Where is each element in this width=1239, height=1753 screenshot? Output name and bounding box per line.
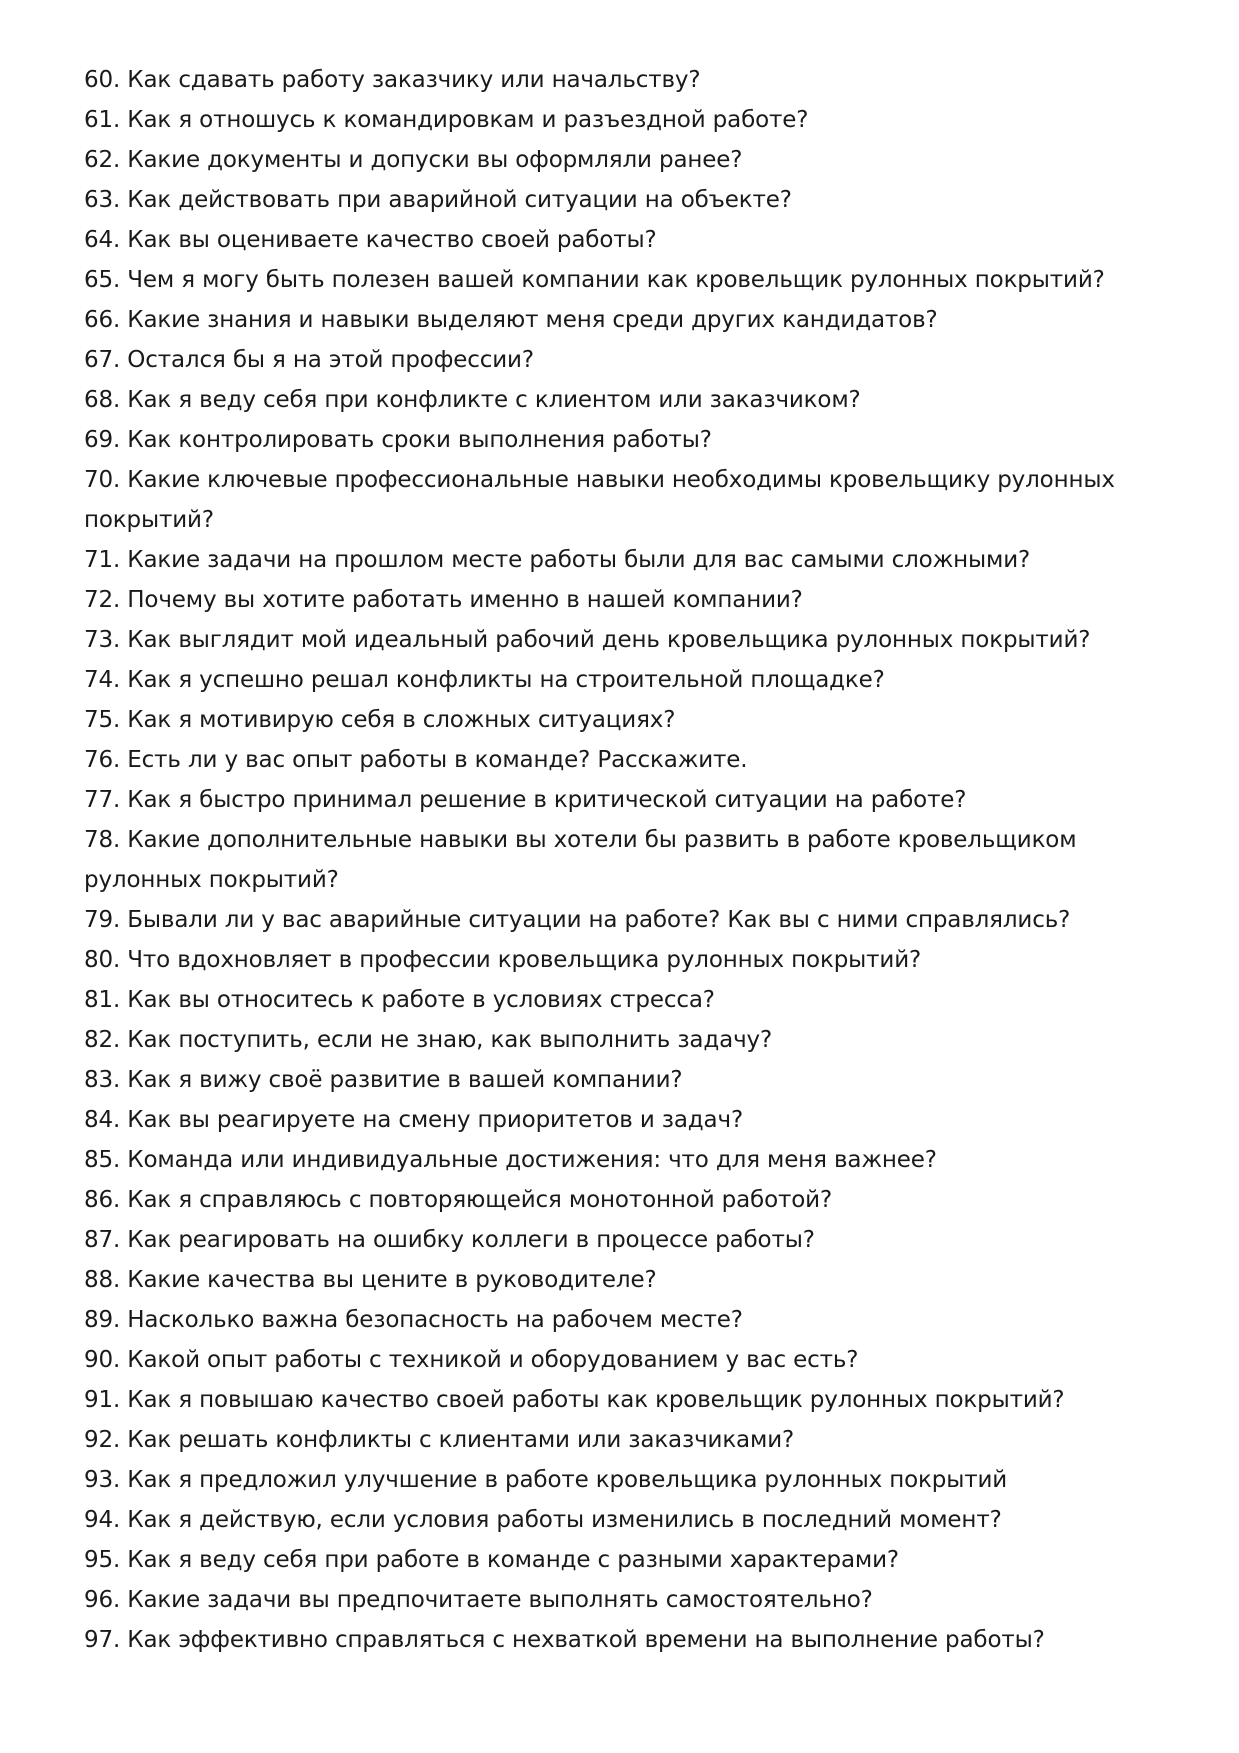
question-item: 91. Как я повышаю качество своей работы как кровельщик рулонных покрытий?: [84, 1387, 1065, 1413]
question-item: 82. Как поступить, если не знаю, как выполнить задачу?: [84, 1027, 773, 1053]
question-item: 68. Как я веду себя при конфликте с клиентом или заказчиком?: [84, 387, 861, 413]
question-item: 83. Как я вижу своё развитие в вашей компании?: [84, 1067, 683, 1093]
question-item: 67. Остался бы я на этой профессии?: [84, 347, 534, 373]
question-item: 96. Какие задачи вы предпочитаете выполнять самостоятельно?: [84, 1587, 873, 1613]
question-item: 97. Как эффективно справляться с нехваткой времени на выполнение работы?: [84, 1627, 1045, 1653]
question-item: 79. Бывали ли у вас аварийные ситуации на работе? Как вы с ними справлялись?: [84, 907, 1071, 933]
question-item: 74. Как я успешно решал конфликты на строительной площадке?: [84, 667, 885, 693]
question-item: 66. Какие знания и навыки выделяют меня среди других кандидатов?: [84, 307, 938, 333]
question-item: 92. Как решать конфликты с клиентами или заказчиками?: [84, 1427, 795, 1453]
question-item: 93. Как я предложил улучшение в работе кровельщика рулонных покрытий: [84, 1467, 1008, 1493]
question-item: 78. Какие дополнительные навыки вы хотели бы развить в работе кровельщиком рулонных покрытий?: [84, 827, 1077, 893]
question-item: 89. Насколько важна безопасность на рабочем месте?: [84, 1307, 743, 1333]
question-item: 75. Как я мотивирую себя в сложных ситуациях?: [84, 707, 676, 733]
question-item: 60. Как сдавать работу заказчику или начальству?: [84, 67, 701, 93]
question-item: 61. Как я отношусь к командировкам и разъездной работе?: [84, 107, 809, 133]
question-item: 65. Чем я могу быть полезен вашей компании как кровельщик рулонных покрытий?: [84, 267, 1105, 293]
question-item: 87. Как реагировать на ошибку коллеги в процессе работы?: [84, 1227, 815, 1253]
question-item: 84. Как вы реагируете на смену приоритетов и задач?: [84, 1107, 744, 1133]
question-item: 71. Какие задачи на прошлом месте работы были для вас самыми сложными?: [84, 547, 1031, 573]
question-item: 77. Как я быстро принимал решение в критической ситуации на работе?: [84, 787, 967, 813]
question-item: 72. Почему вы хотите работать именно в нашей компании?: [84, 587, 803, 613]
question-item: 80. Что вдохновляет в профессии кровельщика рулонных покрытий?: [84, 947, 922, 973]
question-item: 76. Есть ли у вас опыт работы в команде? Расскажите.: [84, 747, 748, 773]
question-item: 63. Как действовать при аварийной ситуации на объекте?: [84, 187, 792, 213]
question-item: 86. Как я справляюсь с повторяющейся монотонной работой?: [84, 1187, 833, 1213]
question-item: 94. Как я действую, если условия работы изменились в последний момент?: [84, 1507, 1002, 1533]
question-item: 90. Какой опыт работы с техникой и оборудованием у вас есть?: [84, 1347, 859, 1373]
question-list: [84, 60, 1164, 1660]
question-item: 69. Как контролировать сроки выполнения работы?: [84, 427, 712, 453]
question-item: 64. Как вы оцениваете качество своей работы?: [84, 227, 657, 253]
question-item: 73. Как выглядит мой идеальный рабочий день кровельщика рулонных покрытий?: [84, 627, 1091, 653]
question-item: 81. Как вы относитесь к работе в условиях стресса?: [84, 987, 715, 1013]
question-item: 85. Команда или индивидуальные достижения: что для меня важнее?: [84, 1147, 937, 1173]
document-page: [84, 60, 1164, 1660]
question-item: 70. Какие ключевые профессиональные навыки необходимы кровельщику рулонных покрытий?: [84, 467, 1115, 533]
question-item: 95. Как я веду себя при работе в команде с разными характерами?: [84, 1547, 899, 1573]
question-item: 88. Какие качества вы цените в руководителе?: [84, 1267, 657, 1293]
question-item: 62. Какие документы и допуски вы оформляли ранее?: [84, 147, 743, 173]
